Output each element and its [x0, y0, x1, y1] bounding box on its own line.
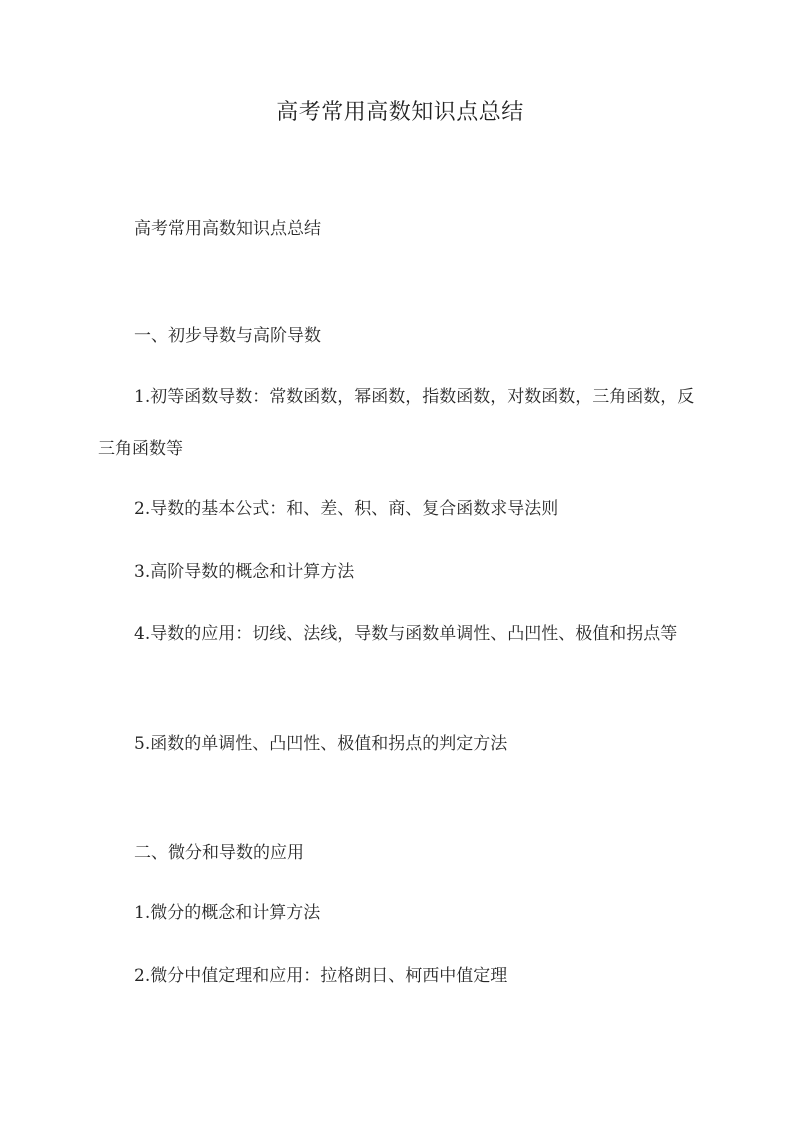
section-1-item-1: 1.初等函数导数：常数函数，幂函数，指数函数，对数函数，三角函数，反三角函数等	[98, 387, 695, 459]
section-1-item-2: 2.导数的基本公式：和、差、积、商、复合函数求导法则	[134, 499, 559, 519]
section-2-item-2: 2.微分中值定理和应用：拉格朗日、柯西中值定理	[134, 966, 508, 986]
section-1-item-3: 3.高阶导数的概念和计算方法	[134, 562, 355, 582]
document-subtitle: 高考常用高数知识点总结	[134, 219, 321, 239]
section-2-item-1: 1.微分的概念和计算方法	[134, 903, 321, 923]
section-2-heading: 二、微分和导数的应用	[134, 843, 304, 863]
section-1-item-5: 5.函数的单调性、凸凹性、极值和拐点的判定方法	[134, 734, 508, 754]
section-1-item-4: 4.导数的应用：切线、法线，导数与函数单调性、凸凹性、极值和拐点等	[134, 624, 678, 644]
document-title: 高考常用高数知识点总结	[276, 100, 524, 125]
section-1-heading: 一、初步导数与高阶导数	[134, 326, 321, 346]
